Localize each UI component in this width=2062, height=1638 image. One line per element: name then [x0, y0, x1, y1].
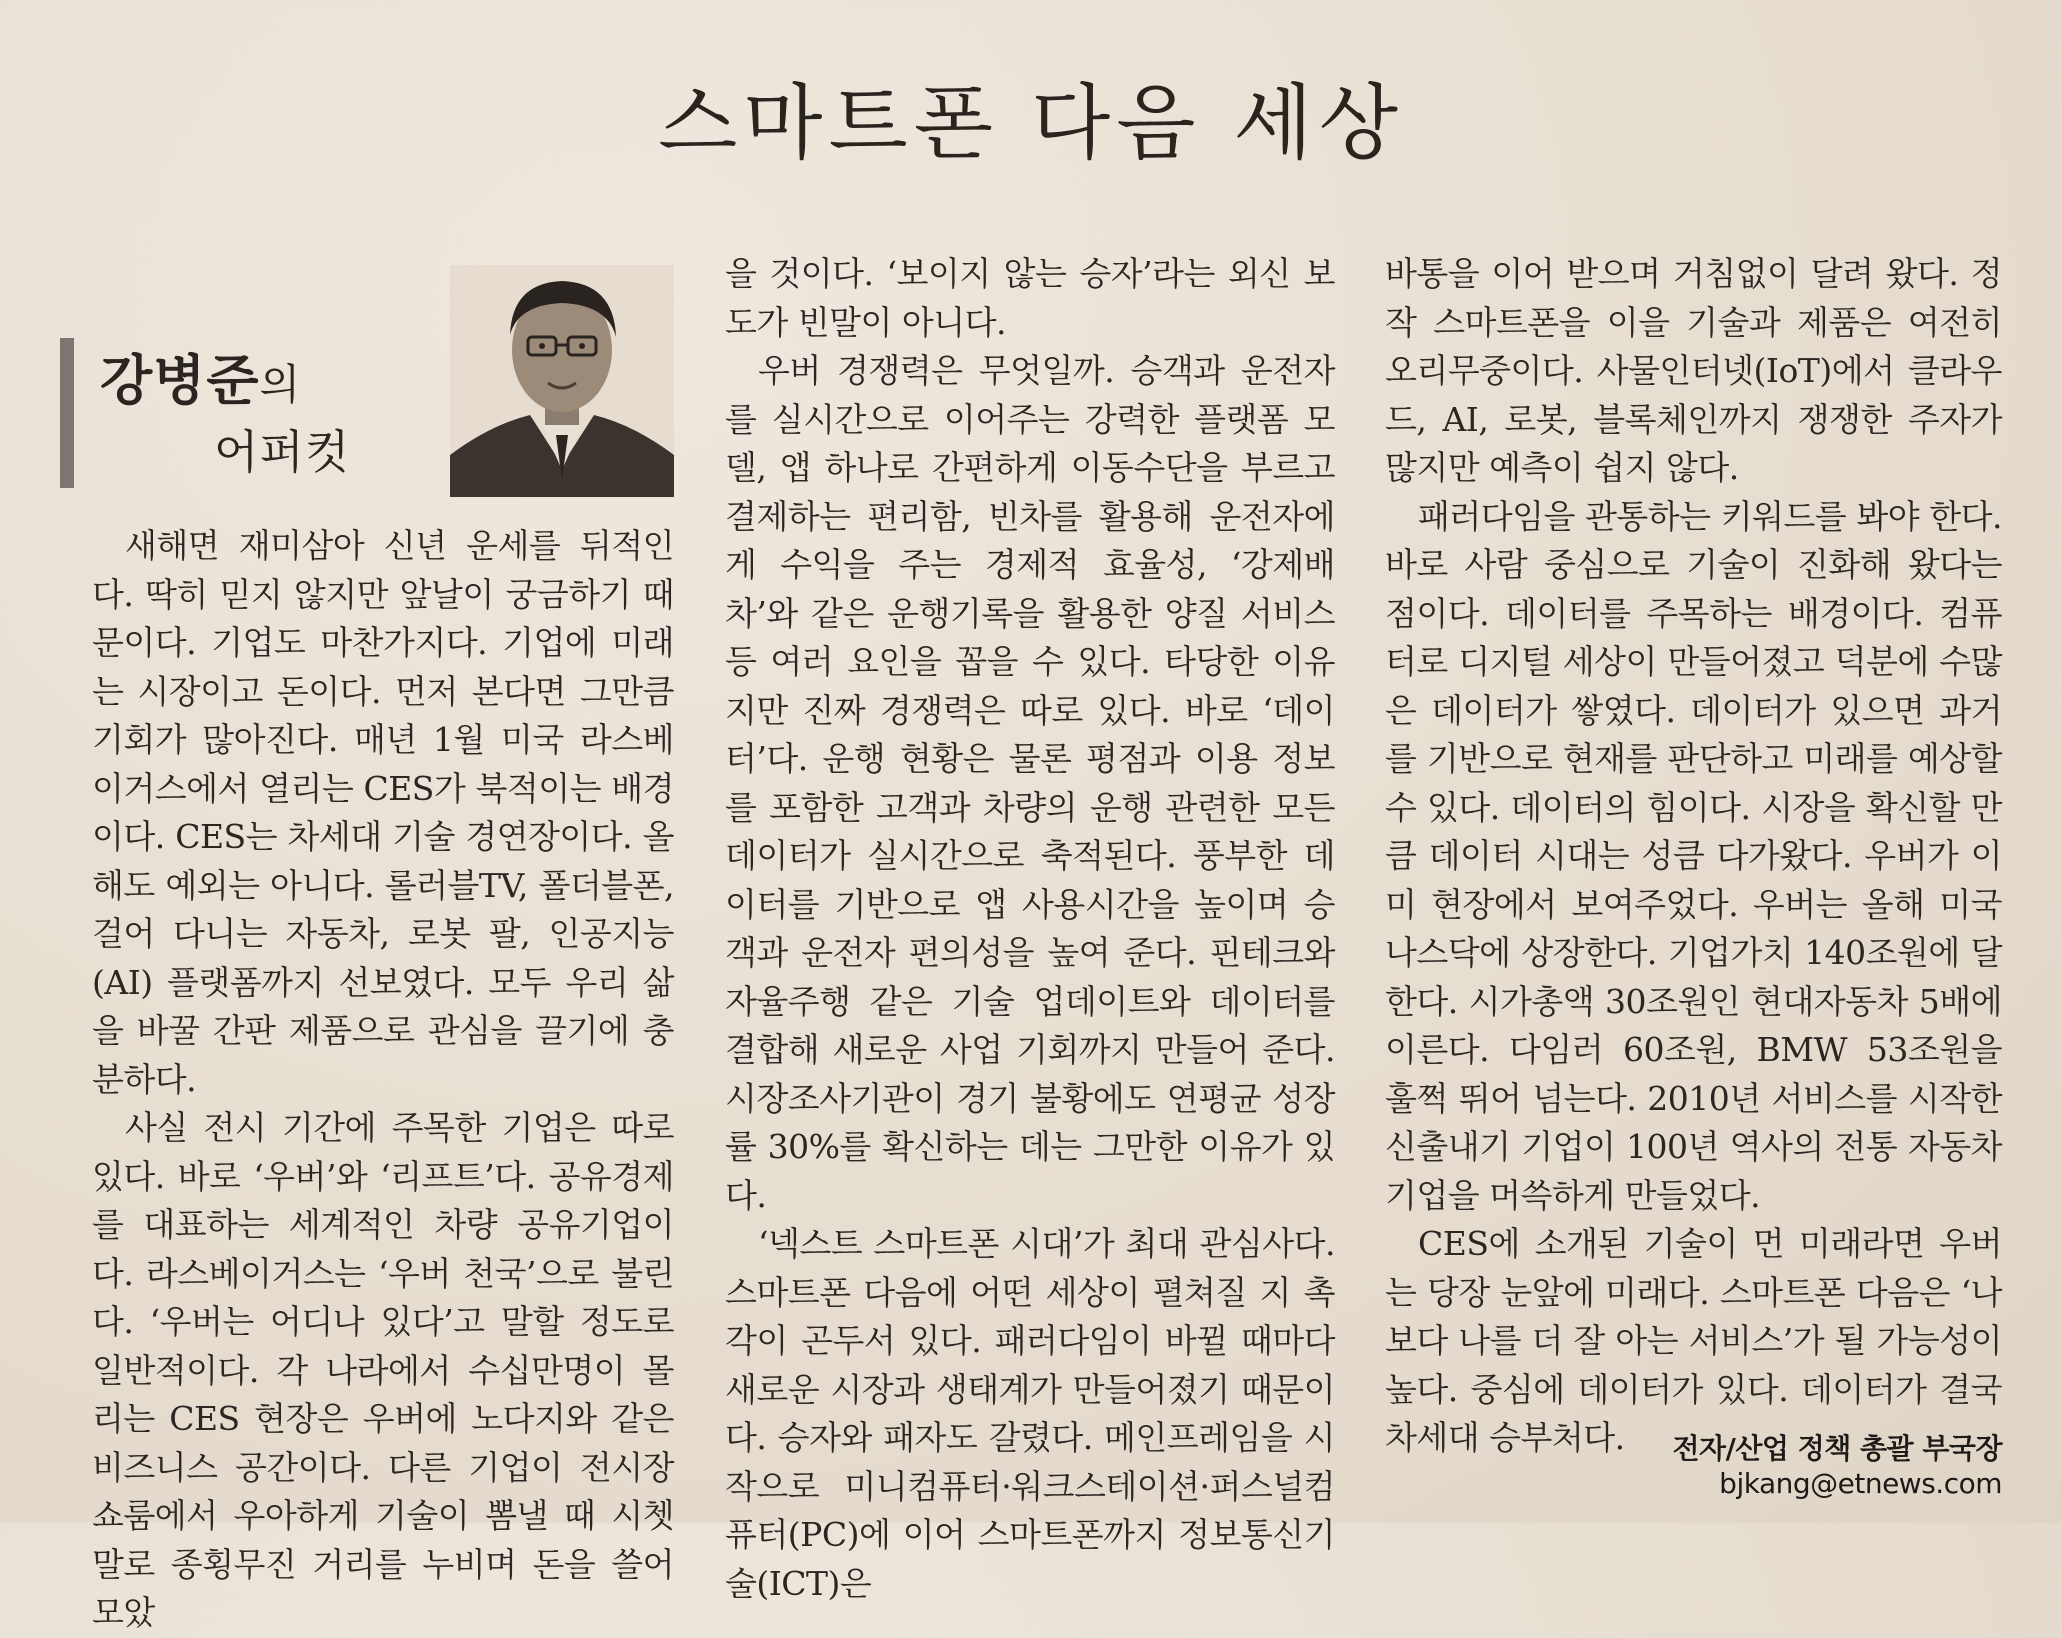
- article-column-2: [725, 250, 1335, 1608]
- paragraph: 우버 경쟁력은 무엇일까. 승객과 운전자를 실시간으로 이어주는 강력한 플랫폼 모델, 앱 하나로 간편하게 이동수단을 부르고 결제하는 편리함, 빈차를 활용해 운전자에게 수익을 주는 경제적 효율성, ‘강제배차’와 같은 운행기록을 활용한 양질 서비스 등 여러 요인을 꼽을 수 있다. 타당한 이유지만 진짜 경쟁력은 따로 있다. 바로 ‘데이터’다. 운행 현황은 물론 평점과 이용 정보를 포함한 고객과 차량의 운행 관련한 모든 데이터가 실시간으로 축적된다. 풍부한 데이터를 기반으로 앱 사용시간을 높이며 승객과 운전자 편의성을 높여 준다. 핀테크와 자율주행 같은 기술 업데이트와 데이터를 결합해 새로운 사업 기회까지 만들어 준다. 시장조사기관이 경기 불황에도 연평균 성장률 30%를 확신하는 데는 그만한 이유가 있다.: [725, 351, 1335, 1215]
- paragraph: 새해면 재미삼아 신년 운세를 뒤적인다. 딱히 믿지 않지만 앞날이 궁금하기 때문이다. 기업도 마찬가지다. 기업에 미래는 시장이고 돈이다. 먼저 본다면 그만큼 기회가 많아진다. 매년 1월 미국 라스베이거스에서 열리는 CES가 북적이는 배경이다. CES는 차세대 기술 경연장이다. 올해도 예외는 아니다. 롤러블TV, 폴더블폰, 걸어 다니는 자동차, 로봇 팔, 인공지능(AI) 플랫폼까지 선보였다. 모두 우리 삶을 바꿀 간판 제품으로 관심을 끌기에 충분하다.: [92, 526, 674, 1099]
- byline-email: bjkang@etnews.com: [1719, 1467, 2002, 1500]
- paragraph: 패러다임을 관통하는 키워드를 봐야 한다. 바로 사람 중심으로 기술이 진화해 왔다는 점이다. 데이터를 주목하는 배경이다. 컴퓨터로 디지털 세상이 만들어졌고 덕분에 수많은 데이터가 쌓였다. 데이터가 있으면 과거를 기반으로 현재를 판단하고 미래를 예상할 수 있다. 데이터의 힘이다. 시장을 확신할 만큼 데이터 시대는 성큼 다가왔다. 우버가 이미 현장에서 보여주었다. 우버는 올해 미국 나스닥에 상장한다. 기업가치 140조원에 달한다. 시가총액 30조원인 현대자동차 5배에 이른다. 다임러 60조원, BMW 53조원을 훌쩍 뛰어 넘는다. 2010년 서비스를 시작한 신출내기 기업이 100년 역사의 전통 자동차기업을 머쓱하게 만들었다.: [1385, 496, 2002, 1215]
- paragraph: 을 것이다. ‘보이지 않는 승자’라는 외신 보도가 빈말이 아니다.: [725, 254, 1335, 342]
- paragraph: 사실 전시 기간에 주목한 기업은 따로 있다. 바로 ‘우버’와 ‘리프트’다. 공유경제를 대표하는 세계적인 차량 공유기업이다. 라스베이거스는 ‘우버 천국’으로 불린다. ‘우버는 어디나 있다’고 말할 정도로 일반적이다. 각 나라에서 수십만명이 몰리는 CES 현장은 우버에 노다지와 같은 비즈니스 공간이다. 다른 기업이 전시장 쇼룸에서 우아하게 기술이 뽐낼 때 시쳇말로 종횡무진 거리를 누비며 돈을 쓸어 모았: [92, 1108, 674, 1632]
- article-column-1: [92, 522, 674, 1638]
- author-portrait: [450, 265, 674, 497]
- columnist-name: [100, 338, 301, 415]
- column-accent-bar: [60, 338, 74, 488]
- byline: [1385, 1427, 2002, 1500]
- columnist-name-text: 강병준: [100, 349, 260, 412]
- column-title: 어퍼컷: [214, 425, 351, 479]
- author-portrait-illustration: [450, 265, 674, 497]
- headline: 스마트폰 다음 세상: [658, 76, 1404, 171]
- paragraph: 바통을 이어 받으며 거침없이 달려 왔다. 정작 스마트폰을 이을 기술과 제품은 여전히 오리무중이다. 사물인터넷(IoT)에서 클라우드, AI, 로봇, 블록체인까지 쟁쟁한 주자가 많지만 예측이 쉽지 않다.: [1385, 254, 2002, 487]
- article-column-3: [1385, 250, 2002, 1463]
- paragraph: ‘넥스트 스마트폰 시대’가 최대 관심사다. 스마트폰 다음에 어떤 세상이 펼쳐질 지 촉각이 곤두서 있다. 패러다임이 바뀔 때마다 새로운 시장과 생태계가 만들어졌기 때문이다. 승자와 패자도 갈렸다. 메인프레임을 시작으로 미니컴퓨터·워크스테이션·퍼스널컴퓨터(PC)에 이어 스마트폰까지 정보통신기술(ICT)은: [725, 1224, 1335, 1603]
- paragraph: CES에 소개된 기술이 먼 미래라면 우버는 당장 눈앞에 미래다. 스마트폰 다음은 ‘나 보다 나를 더 잘 아는 서비스’가 될 가능성이 높다. 중심에 데이터가 있다. 데이터가 결국 차세대 승부처다.: [1385, 1224, 2002, 1457]
- columnist-name-suffix: 의: [259, 360, 302, 409]
- byline-title: 전자/산업 정책 총괄 부국장: [1672, 1432, 2002, 1465]
